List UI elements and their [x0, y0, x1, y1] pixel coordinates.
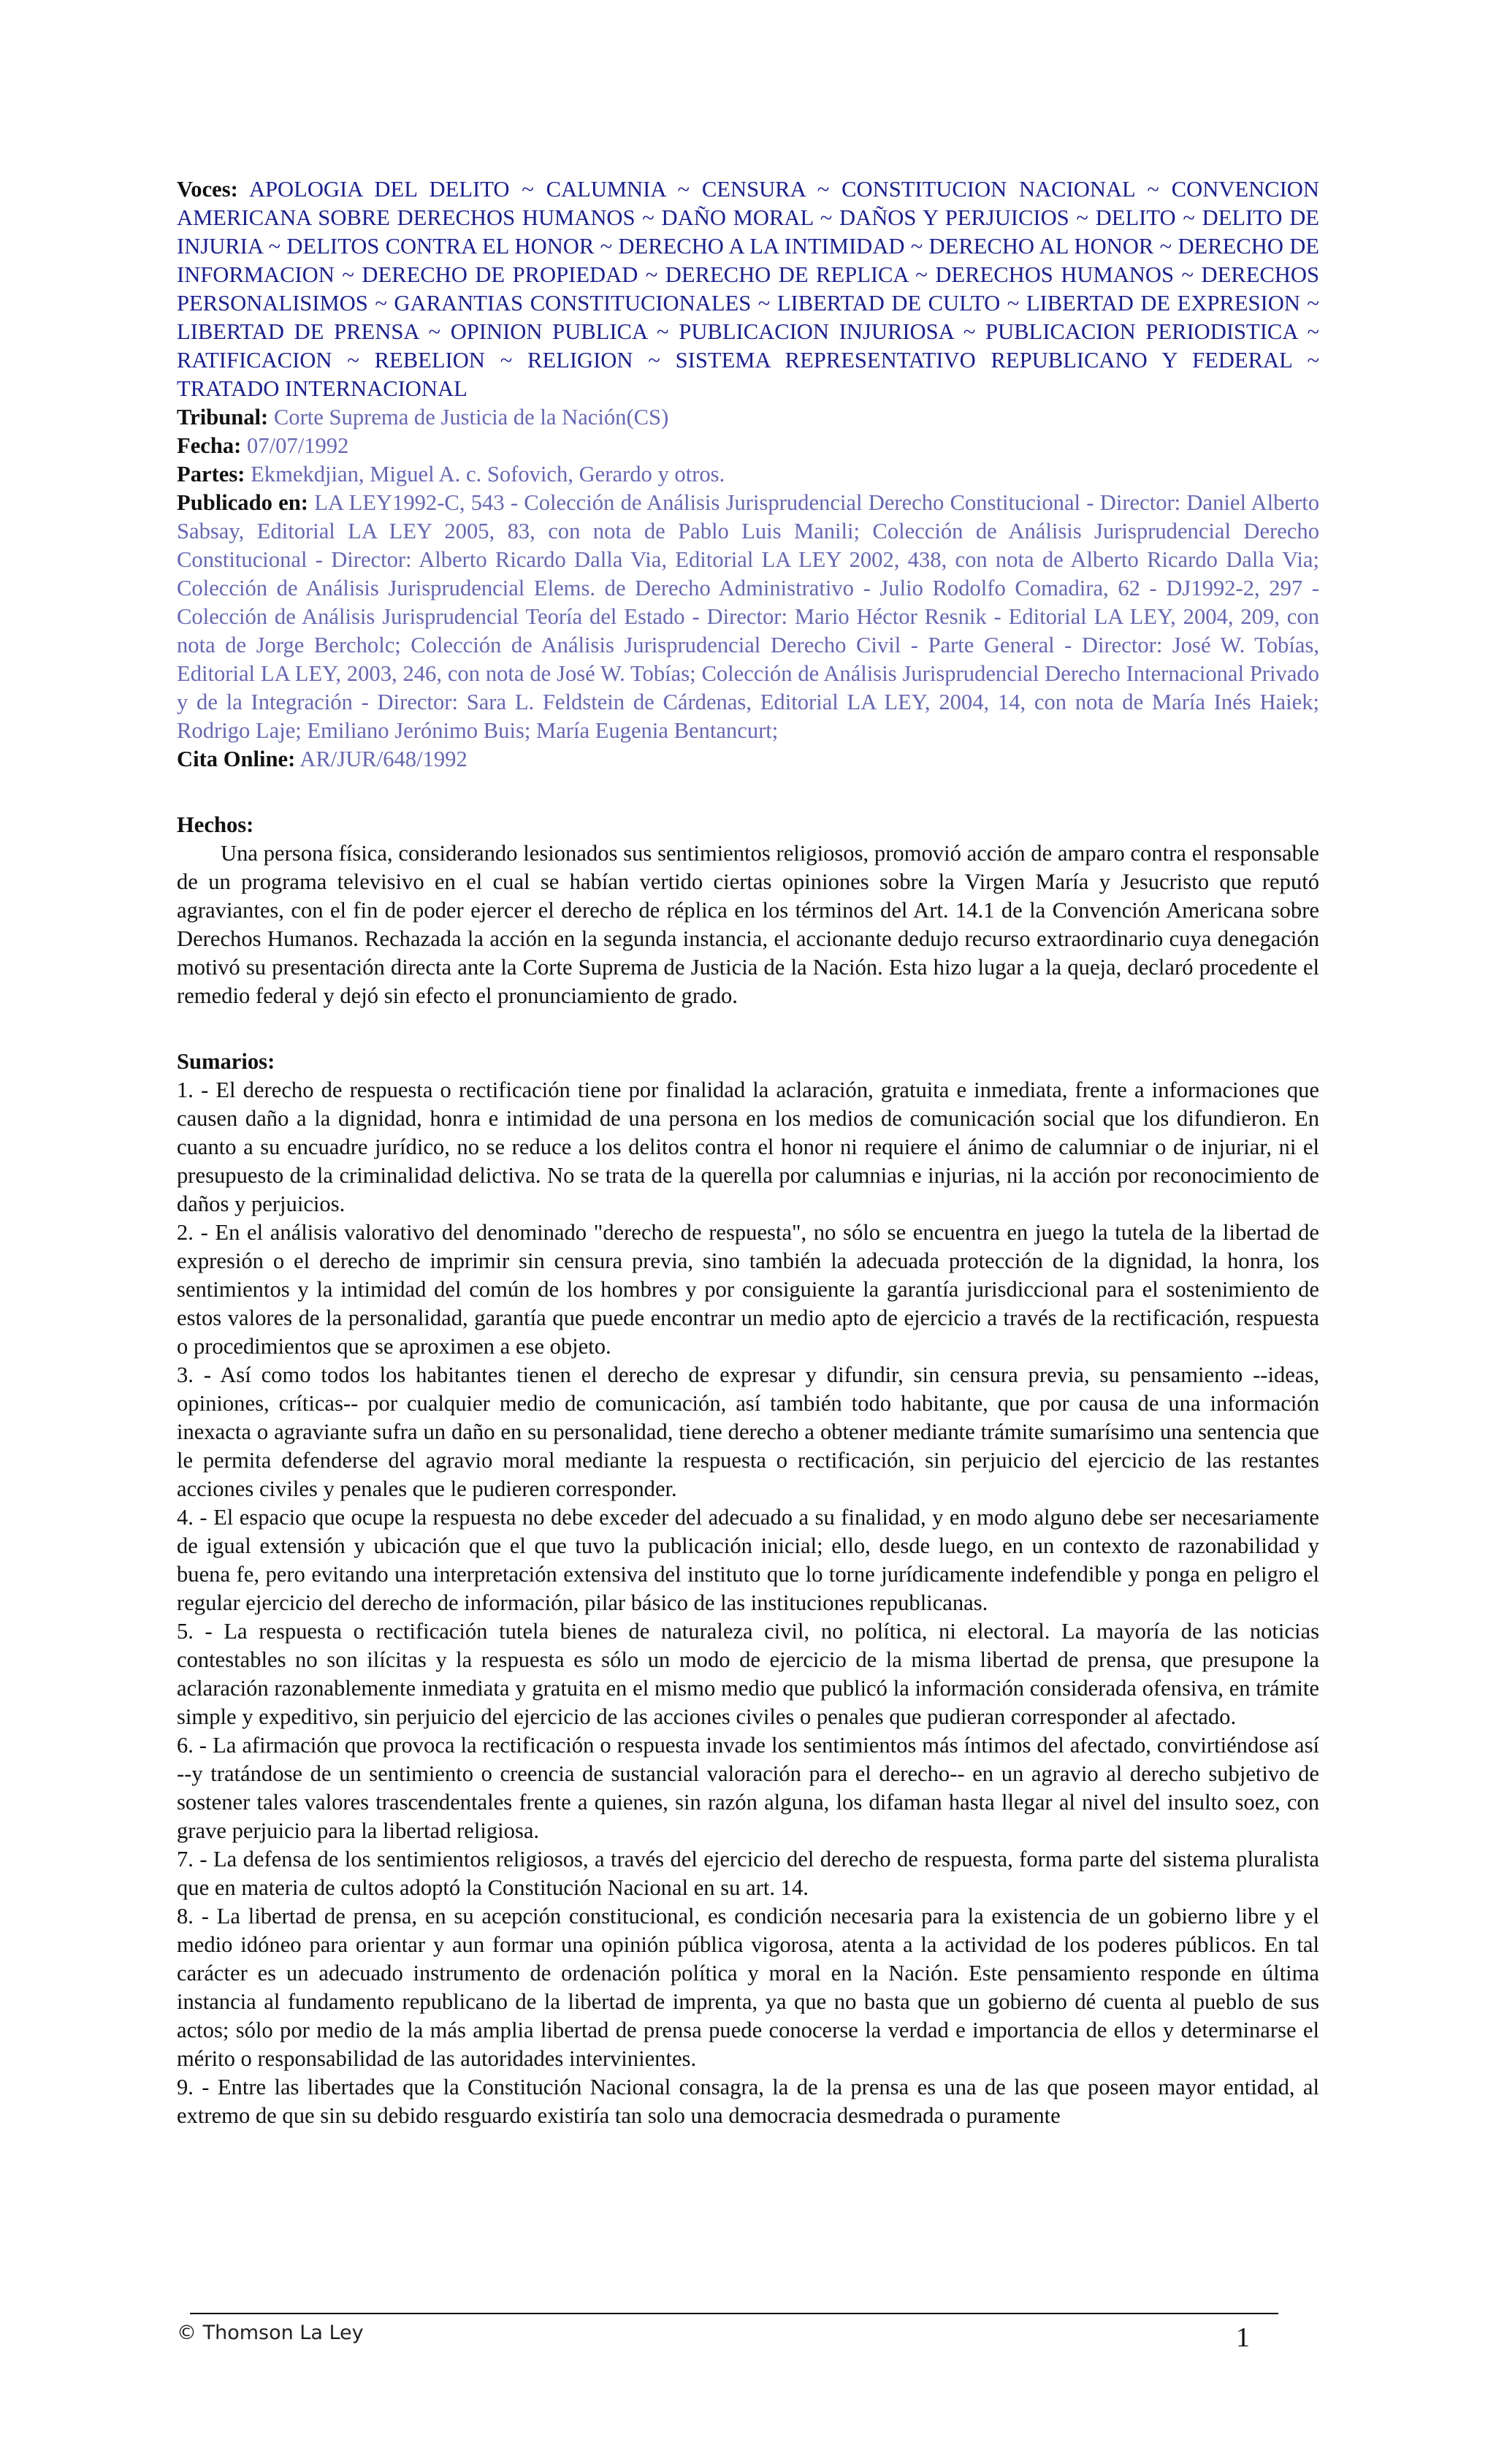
fecha-value: 07/07/1992: [247, 433, 349, 458]
fecha-label: Fecha:: [177, 433, 242, 458]
partes-label: Partes:: [177, 462, 245, 487]
fecha-line: [177, 432, 1319, 460]
hechos-text: Una persona física, considerando lesionados sus sentimientos religiosos, promovió acción de amparo contra el responsable de un programa televisivo en el cual se habían vertido ciertas opiniones sobre la Virgen María y Jesucristo que reputó agraviantes, con el fin de poder ejercer el derecho de réplica en los términos del Art. 14.1 de la Convención Americana sobre Derechos Humanos. Rechazada la acción en la segunda instancia, el accionante dedujo recurso extraordinario cuya denegación motivó su presentación directa ante la Corte Suprema de Justicia de la Nación. Esta hizo lugar a la queja, declaró procedente el remedio federal y dejó sin efecto el pronunciamiento de grado.: [177, 841, 1319, 1008]
publicado-value: LA LEY1992-C, 543 - Colección de Análisis Jurisprudencial Derecho Constitucional - Director: Daniel Alberto Sabsay, Editorial LA LEY 2005, 83, con nota de Pablo Luis Manili; Colección de Análisis Jurisprudencial Derecho Constitucional - Director: Alberto Ricardo Dalla Via, Editorial LA LEY 2002, 438, con nota de Alberto Ricardo Dalla Via; Colección de Análisis Jurisprudencial Elems. de Derecho Administrativo - Julio Rodolfo Comadira, 62 - DJ1992-2, 297 - Colección de Análisis Jurisprudencial Teoría del Estado - Director: Mario Héctor Resnik - Editorial LA LEY, 2004, 209, con nota de Jorge Bercholc; Colección de Análisis Jurisprudencial Derecho Civil - Parte General - Director: José W. Tobías, Editorial LA LEY, 2003, 246, con nota de José W. Tobías; Colección de Análisis Jurisprudencial Derecho Internacional Privado y de la Integración - Director: Sara L. Feldstein de Cárdenas, Editorial LA LEY, 2004, 14, con nota de María Inés Haiek; Rodrigo Laje; Emiliano Jerónimo Buis; María Eugenia Bentancurt;: [177, 490, 1320, 743]
document-page: [177, 175, 1319, 2130]
hechos-title: Hechos:: [177, 812, 254, 837]
footer-divider: [190, 2313, 1278, 2314]
partes-value: Ekmekdjian, Miguel A. c. Sofovich, Gerardo y otros.: [251, 462, 725, 487]
sumario-item-8: 8. - La libertad de prensa, en su acepción constitucional, es condición necesaria para la existencia de un gobierno libre y el medio idóneo para orientar y aun formar una opinión pública vigorosa, atenta a la actividad de los poderes públicos. En tal carácter es un adecuado instrumento de ordenación política y moral en la Nación. Este pensamiento responde en última instancia al fundamento republicano de la libertad de imprenta, ya que no basta que un gobierno dé cuenta al pueblo de sus actos; sólo por medio de la más amplia libertad de prensa puede conocerse la verdad e importancia de ellos y determinarse el mérito o responsabilidad de las autoridades intervinientes.: [177, 1904, 1319, 2071]
footer-page-number: 1: [1236, 2322, 1250, 2353]
footer-copyright: © Thomson La Ley: [177, 2322, 364, 2344]
sumario-item-3: 3. - Así como todos los habitantes tienen el derecho de expresar y difundir, sin censura previa, su pensamiento --ideas, opiniones, críticas-- por cualquier medio de comunicación, así también todo habitante, que por causa de una información inexacta o agraviante sufra un daño en su personalidad, tiene derecho a obtener mediante trámite sumarísimo una sentencia que le permita defenderse del agravio moral mediante la respuesta o rectificación, sin perjuicio del ejercicio de las restantes acciones civiles y penales que le pudieren corresponder.: [177, 1362, 1319, 1501]
sumario-item-6: 6. - La afirmación que provoca la rectificación o respuesta invade los sentimientos más íntimos del afectado, convirtiéndose así --y tratándose de un sentimiento o creencia de sustancial valoración para el derecho-- en un agravio al derecho subjetivo de sostener tales valores trascendentales frente a quienes, sin razón alguna, los difaman hasta llegar al nivel del insulto soez, con grave perjuicio para la libertad religiosa.: [177, 1733, 1319, 1843]
page-footer: [177, 2308, 1319, 2352]
tribunal-label: Tribunal:: [177, 405, 269, 430]
sumario-item-5: 5. - La respuesta o rectificación tutela bienes de naturaleza civil, no política, ni electoral. La mayoría de las noticias contestables no son ilícitas y la respuesta es sólo un modo de ejercicio de la misma libertad de prensa, que presupone la aclaración razonablemente inmediata y gratuita en el mismo medio que publicó la información considerada ofensiva, en trámite simple y expeditivo, sin perjuicio del ejercicio de las acciones civiles o penales que pudieran corresponder al afectado.: [177, 1619, 1319, 1729]
cita-label: Cita Online:: [177, 747, 296, 771]
publicado-block: [177, 489, 1319, 745]
sumario-item-7: 7. - La defensa de los sentimientos religiosos, a través del ejercicio del derecho de respuesta, forma parte del sistema pluralista que en materia de cultos adoptó la Constitución Nacional en su art. 14.: [177, 1847, 1319, 1900]
sumarios-title: Sumarios:: [177, 1049, 275, 1074]
voces-list: APOLOGIA DEL DELITO ~ CALUMNIA ~ CENSURA ~ CONSTITUCION NACIONAL ~ CONVENCION AMERICANA SOBRE DERECHOS HUMANOS ~ DAÑO MORAL ~ DAÑOS Y PERJUICIOS ~ DELITO ~ DELITO DE INJURIA ~ DELITOS CONTRA EL HONOR ~ DERECHO A LA INTIMIDAD ~ DERECHO AL HONOR ~ DERECHO DE INFORMACION ~ DERECHO DE PROPIEDAD ~ DERECHO DE REPLICA ~ DERECHOS HUMANOS ~ DERECHOS PERSONALISIMOS ~ GARANTIAS CONSTITUCIONALES ~ LIBERTAD DE CULTO ~ LIBERTAD DE EXPRESION ~ LIBERTAD DE PRENSA ~ OPINION PUBLICA ~ PUBLICACION INJURIOSA ~ PUBLICACION PERIODISTICA ~ RATIFICACION ~ REBELION ~ RELIGION ~ SISTEMA REPRESENTATIVO REPUBLICANO Y FEDERAL ~ TRATADO INTERNACIONAL: [177, 177, 1319, 401]
cita-line: [177, 745, 1319, 774]
tribunal-value: Corte Suprema de Justicia de la Nación(CS): [273, 405, 669, 430]
publicado-label: Publicado en:: [177, 490, 308, 515]
partes-line: [177, 460, 1319, 489]
sumario-item-9: 9. - Entre las libertades que la Constitución Nacional consagra, la de la prensa es una de las que poseen mayor entidad, al extremo de que sin su debido resguardo existiría tan solo una democracia desmedrada o puramente: [177, 2075, 1319, 2128]
tribunal-line: [177, 403, 1319, 432]
sumario-item-1: 1. - El derecho de respuesta o rectificación tiene por finalidad la aclaración, gratuita e inmediata, frente a informaciones que causen daño a la dignidad, honra e intimidad de una persona en los medios de comunicación social que los difundieron. En cuanto a su encuadre jurídico, no se reduce a los delitos contra el honor ni requiere el ánimo de calumniar o de injuriar, ni el presupuesto de la criminalidad delictiva. No se trata de la querella por calumnias e injurias, ni la acción por reconocimiento de daños y perjuicios.: [177, 1077, 1319, 1216]
cita-value: AR/JUR/648/1992: [299, 747, 468, 771]
voces-block: [177, 175, 1319, 403]
voces-label: Voces:: [177, 177, 238, 202]
sumario-item-4: 4. - El espacio que ocupe la respuesta no debe exceder del adecuado a su finalidad, y en modo alguno debe ser necesariamente de igual extensión y ubicación que el que tuvo la publicación inicial; ello, desde luego, en un contexto de razonabilidad y buena fe, pero evitando una interpretación extensiva del instituto que lo torne jurídicamente indefendible y ponga en peligro el regular ejercicio del derecho de información, pilar básico de las instituciones republicanas.: [177, 1505, 1319, 1615]
sumario-item-2: 2. - En el análisis valorativo del denominado "derecho de respuesta", no sólo se encuentra en juego la tutela de la libertad de expresión o el derecho de imprimir sin censura previa, sino también la adecuada protección de la dignidad, la honra, los sentimientos y la intimidad del común de los hombres y por consiguiente la garantía jurisdiccional para el sostenimiento de estos valores de la personalidad, garantía que puede encontrar un medio apto de ejercicio a través de la rectificación, respuesta o procedimientos que se aproximen a ese objeto.: [177, 1220, 1319, 1359]
